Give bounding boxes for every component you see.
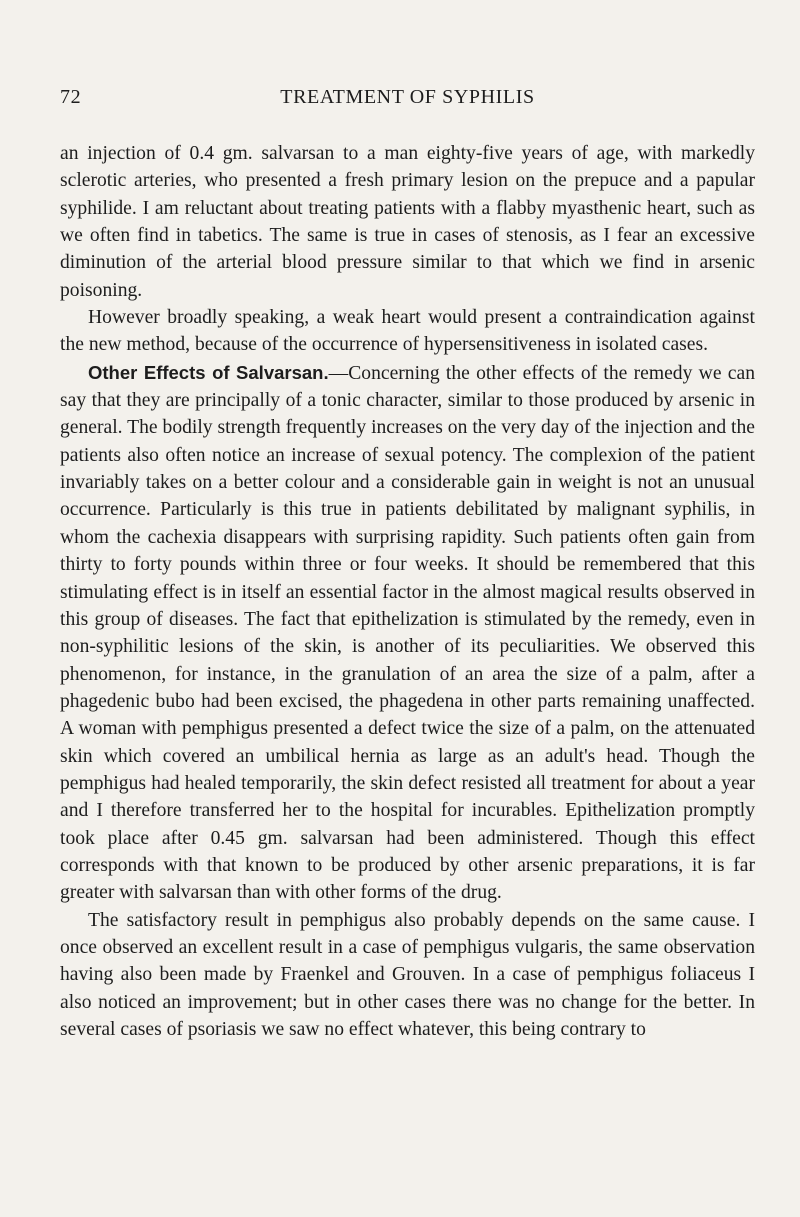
paragraph-text: an injection of 0.4 gm. salvarsan to a man eighty-five years of age, with markedly sclerotic arteries, who presented a fresh primary lesion on the prepuce and a papular syphilide. I am reluctant about treating patients with a flabby myasthenic heart, such as we often find in tabetics. The same is true in cases of stenosis, as I fear an excessive diminution of the arterial blood pressure similar to that which we find in arsenic poisoning. <box>60 143 755 301</box>
paragraph-continued <box>60 140 755 304</box>
running-header <box>60 86 755 116</box>
paragraph-text: The satisfactory result in pemphigus also probably depends on the same cause. I once observed an excellent result in a case of pemphigus vulgaris, the same observation having also been made by Fraenkel and Grouven. In a case of pemphigus foliaceus I also noticed an improvement; but in other cases there was no change for the better. In several cases of psoriasis we saw no effect whatever, this being contrary to <box>60 909 755 1040</box>
section-heading: Other Effects of Salvarsan. <box>88 361 329 383</box>
paragraph-other-effects <box>60 359 755 907</box>
page-number: 72 <box>60 86 82 108</box>
paragraph-text: —Concerning the other effects of the remedy we can say that they are principally of a tonic character, similar to those produced by arsenic in general. The bodily strength frequently increases on the very day of the injection and the patients also often notice an increase of sexual potency. The complexion of the patient invariably takes on a better colour and a considerable gain in weight is not an unusual occurrence. Particularly is this true in patients debilitated by malignant syphilis, in whom the cachexia disappears with surprising rapidity. Such patients often gain from thirty to forty pounds within three or four weeks. It should be remembered that this stimulating effect is in itself an essential factor in the almost magical results observed in this group of diseases. The fact that epithelization is stimulated by the remedy, even in non-syphilitic lesions of the skin, is another of its peculiarities. We observed this phenomenon, for instance, in the granulation of an area the size of a palm, after a phagedenic bubo had been excised, the phagedena in other parts remaining unaffected. A woman with pemphigus presented a defect twice the size of a palm, on the attenuated skin which covered an umbilical hernia as large as an adult's head. Though the pemphigus had healed temporarily, the skin defect resisted all treatment for about a year and I therefore transferred her to the hospital for incurables. Epithelization promptly took place after 0.45 gm. salvarsan had been administered. Though this effect corresponds with that known to be produced by other arsenic preparations, it is far greater with salvarsan than with other forms of the drug. <box>60 362 755 904</box>
paragraph-pemphigus <box>60 907 755 1044</box>
paragraph-weak-heart <box>60 304 755 359</box>
paragraph-text: However broadly speaking, a weak heart would present a contraindication against the new method, because of the occurrence of hypersensitiveness in isolated cases. <box>60 307 755 356</box>
body-text <box>60 140 755 1043</box>
running-title: TREATMENT OF SYPHILIS <box>280 86 535 108</box>
